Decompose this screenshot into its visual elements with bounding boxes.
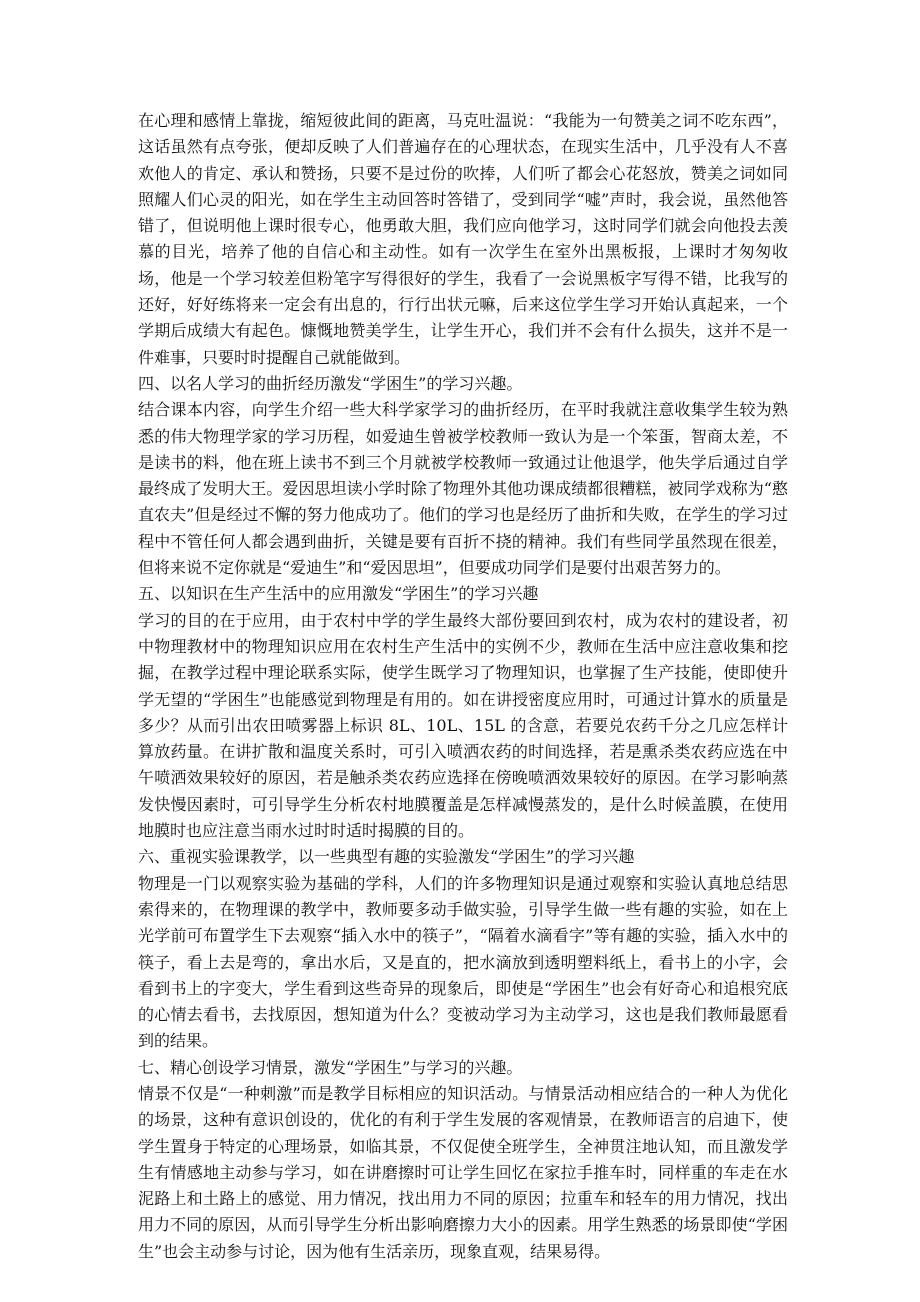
section-heading-4: 四、以名人学习的曲折经历激发“学困生”的学习兴趣。: [138, 373, 523, 393]
document-page: [138, 108, 788, 1265]
paragraph-learning-scenario: 情景不仅是“一种刺激”而是教学目标相应的知识活动。与情景活动相应结合的一种人为优化的场景，这种有意识创设的，优化的有利于学生发展的客观情景，在教师语言的启迪下，使学生置身于特定的心理场景，如临其景，不仅促使全班学生，全神贯注地认知，而且激发学生有情感地主动参与学习，如在讲磨擦时可让学生回忆在家拉手推车时，同样重的车走在水泥路上和土路上的感觉、用力情况，找出用力不同的原因；拉重车和轻车的用力情况，找出用力不同的原因，从而引导学生分析出影响磨擦力大小的因素。用学生熟悉的场景即使“学困生”也会主动参与讨论，因为他有生活亲历，现象直观，结果易得。: [138, 1083, 788, 1261]
section-heading-7: 七、精心创设学习情景，激发“学困生”与学习的兴趣。: [138, 1057, 523, 1077]
section-heading-6: 六、重视实验课教学，以一些典型有趣的实验激发“学困生”的学习兴趣: [138, 847, 635, 867]
paragraph-application: 学习的目的在于应用，由于农村中学的学生最终大部份要回到农村，成为农村的建设者，初中物理教材中的物理知识应用在农村生产生活中的实例不少，教师在生活中应注意收集和挖掘，在教学过程中理论联系实际，使学生既学习了物理知识，也掌握了生产技能，使即使升学无望的“学困生”也能感觉到物理是有用的。如在讲授密度应用时，可通过计算水的质量是多少？从而引出农田喷雾器上标识 8L、10L、15L 的含意，若要兑农药千分之几应怎样计算放药量。在讲扩散和温度关系时，可引入喷洒农药的时间选择，若是熏杀类农药应选在中午喷洒效果较好的原因，若是触杀类农药应选择在傍晚喷洒效果较好的原因。在学习影响蒸发快慢因素时，可引导学生分析农村地膜覆盖是怎样减慢蒸发的，是什么时候盖膜，在使用地膜时也应注意当雨水过时时适时揭膜的目的。: [138, 610, 788, 841]
paragraph-praise: 在心理和感情上靠拢，缩短彼此间的距离，马克吐温说：“我能为一句赞美之词不吃东西”，这话虽然有点夸张，便却反映了人们普遍存在的心理状态，在现实生活中，几乎没有人不喜欢他人的肯定、承认和赞扬，只要不是过份的吹捧，人们听了都会心花怒放，赞美之词如同照耀人们心灵的阳光，如在学生主动回答时答错了，受到同学“嘘”声时，我会说，虽然他答错了，但说明他上课时很专心，他勇敢大胆，我们应向他学习，这时同学们就会向他投去羡慕的目光，培养了他的自信心和主动性。如有一次学生在室外出黑板报，上课时才匆匆收场，他是一个学习较差但粉笔字写得很好的学生，我看了一会说黑板字写得不错，比我写的还好，好好练将来一定会有出息的，行行出状元嘛，后来这位学生学习开始认真起来，一个学期后成绩大有起色。慷慨地赞美学生，让学生开心，我们并不会有什么损失，这并不是一件难事，只要时时提醒自己就能做到。: [138, 111, 788, 367]
section-heading-5: 五、以知识在生产生活中的应用激发“学困生”的学习兴趣: [138, 584, 539, 604]
paragraph-experiments: 物理是一门以观察实验为基础的学科，人们的许多物理知识是通过观察和实验认真地总结思索得来的，在物理课的教学中，教师要多动手做实验，引导学生做一些有趣的实验，如在上光学前可布置学生下去观察“插入水中的筷子”，“隔着水滴看字”等有趣的实验，插入水中的筷子，看上去是弯的，拿出水后，又是直的，把水滴放到透明塑料纸上，看书上的小字，会看到书上的字变大，学生看到这些奇异的现象后，即使是“学困生”也会有好奇心和追根究底的心情去看书，去找原因，想知道为什么？变被动学习为主动学习，这也是我们教师最愿看到的结果。: [138, 873, 788, 1051]
paragraph-famous-scientists: 结合课本内容，向学生介绍一些大科学家学习的曲折经历，在平时我就注意收集学生较为熟悉的伟大物理学家的学习历程，如爱迪生曾被学校教师一致认为是一个笨蛋，智商太差，不是读书的料，他在班上读书不到三个月就被学校教师一致通过让他退学，他失学后通过自学最终成了发明大王。爱因思坦读小学时除了物理外其他功课成绩都很糟糕，被同学戏称为“憨直农夫”但是经过不懈的努力他成功了。他们的学习也是经历了曲折和失败，在学生的学习过程中不管任何人都会遇到曲折，关键是要有百折不挠的精神。我们有些同学虽然现在很差，但将来说不定你就是“爱迪生”和“爱因思坦”，但要成功同学们是要付出艰苦努力的。: [138, 400, 788, 578]
